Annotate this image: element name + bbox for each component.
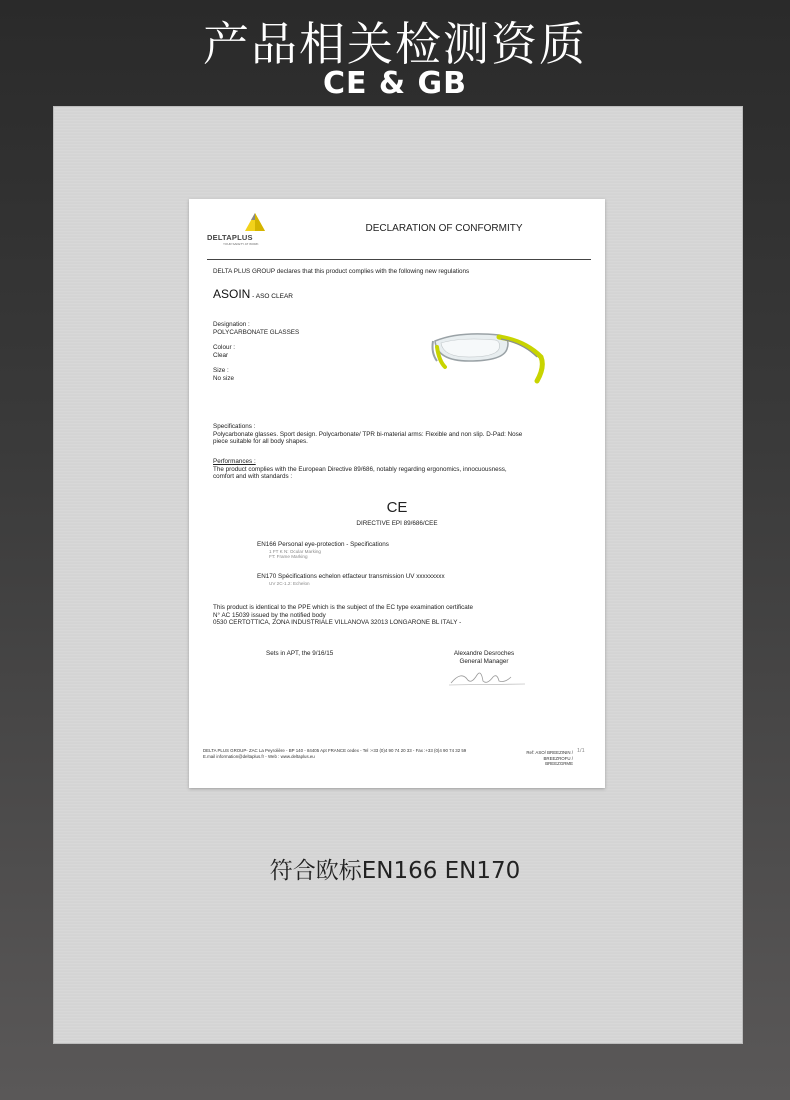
- logo-triangle-icon: [207, 211, 277, 235]
- en166-title: EN166 Personal eye-protection - Specifications: [257, 541, 389, 548]
- footer-address: [203, 748, 503, 759]
- performances-line-2: comfort and with standards :: [213, 473, 293, 481]
- footer-reference: [507, 750, 573, 767]
- footer-address-line-2: E.mail information@deltaplus.fr - Web : www.deltaplus.eu: [203, 753, 315, 759]
- footer-address-line-1: DELTA PLUS GROUP- ZAC La Peyrolière - BP 140 - 84405 Apt FRANCE cedex - Tel :+33 (0)4 90 74 20 33 - Fax :+33 (0)4 90 74 32 59: [203, 748, 467, 753]
- en166-line-1: 1 FT K N: Ocular Marking: [269, 548, 321, 554]
- size-block: [213, 367, 234, 382]
- colour-value: Clear: [213, 351, 229, 359]
- directive-text: DIRECTIVE EPI 89/686/CEE: [356, 520, 438, 527]
- specifications-line-1: Polycarbonate glasses. Sport design. Polycarbonate/ TPR bi-material arms: Flexible and non slip. D-Pad: Nose: [213, 430, 523, 438]
- size-label: Size :: [213, 367, 229, 374]
- product-name: [213, 287, 293, 301]
- signature-image: [447, 667, 527, 689]
- ce-mark: CE: [386, 499, 408, 516]
- product-code: ASOIN: [213, 287, 251, 301]
- intro-text: DELTA PLUS GROUP declares that this product complies with the following new regulations: [213, 268, 470, 275]
- product-subname: - ASO CLEAR: [250, 293, 293, 300]
- statement-line-2: N° AC 15039 issued by the notified body: [213, 611, 326, 619]
- signer-role: General Manager: [459, 657, 509, 665]
- place-date: Sets in APT, the 9/16/15: [266, 650, 334, 657]
- colour-block: [213, 344, 235, 359]
- document-title: DECLARATION OF CONFORMITY: [365, 223, 523, 234]
- safety-glasses-image: [429, 327, 549, 393]
- designation-value: POLYCARBONATE GLASSES: [213, 328, 300, 336]
- page-title: 产品相关检测资质: [203, 17, 587, 71]
- standards-caption: 符合欧标EN166 EN170: [269, 858, 521, 884]
- specifications-line-2: piece suitable for all body shapes.: [213, 438, 308, 446]
- performances-label: Performances :: [213, 458, 256, 465]
- deltaplus-logo: [207, 211, 277, 247]
- footer-ref-line-3: BREEZGRME: [545, 761, 573, 767]
- en170-line-1: UV 2C-1.2: Echelon: [269, 580, 310, 586]
- specifications-label: Specifications :: [213, 423, 256, 430]
- performances-line-1: The product complies with the European Directive 89/686, notably regarding ergonomics, innocuousness,: [213, 465, 507, 473]
- specifications-block: [213, 423, 585, 446]
- en170-title: EN170 Spécifications echelon etfacteur transmission UV xxxxxxxxx: [257, 573, 445, 580]
- signer-name: Alexandre Desroches: [453, 650, 515, 657]
- en170-block: [257, 573, 445, 586]
- size-value: No size: [213, 374, 234, 382]
- footer-ref-line-1: Ref: ASO/ BREEZININ /: [526, 750, 573, 755]
- page-subtitle: CE & GB: [322, 66, 468, 101]
- certificate-statement: [213, 604, 585, 627]
- designation-block: [213, 321, 299, 336]
- header-divider: [207, 259, 591, 260]
- en166-block: [257, 541, 389, 560]
- logo-tagline: YOUR SAFETY AT WORK: [223, 242, 259, 246]
- logo-text: DELTAPLUS: [207, 233, 253, 242]
- en166-line-2: FT: Frame Marking: [269, 554, 308, 560]
- footer-ref-line-2: BREEZROFU /: [543, 755, 573, 761]
- statement-line-3: 0530 CERTOTTICA, ZONA INDUSTRIALE VILLANOVA 32013 LONGARONE BL ITALY -: [213, 619, 462, 627]
- signer-block: [439, 650, 529, 665]
- performances-block: [213, 458, 585, 481]
- page-number: 1/1: [577, 748, 585, 754]
- statement-line-1: This product is identical to the PPE which is the subject of the EC type examination certificate: [213, 604, 474, 611]
- designation-label: Designation :: [213, 321, 250, 328]
- colour-label: Colour :: [213, 344, 236, 351]
- declaration-document: [189, 199, 605, 788]
